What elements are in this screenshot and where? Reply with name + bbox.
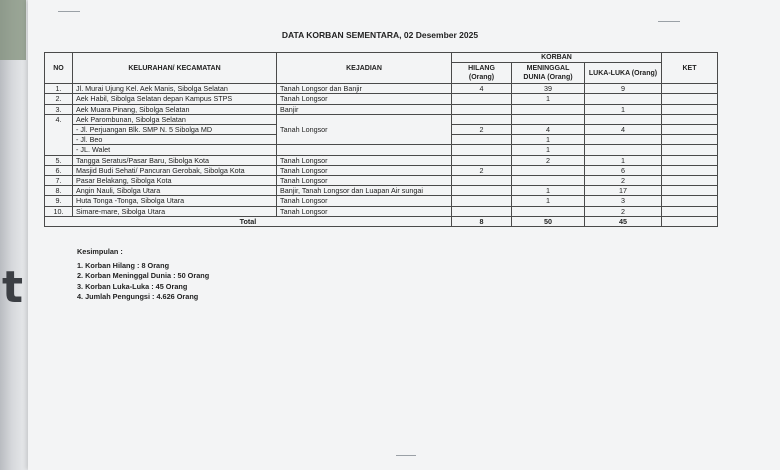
cell-luka: 3: [585, 196, 662, 206]
cell-meninggal: 39: [512, 84, 585, 94]
cell-ket: [662, 165, 718, 175]
table-row: [45, 196, 718, 206]
cell-kejadian: Tanah Longsor: [277, 155, 452, 165]
cell-hilang: 2: [452, 165, 512, 175]
header-korban: KORBAN: [452, 53, 662, 63]
cell-hilang: [452, 206, 512, 216]
cell-meninggal: [512, 176, 585, 186]
total-meninggal: 50: [512, 216, 585, 226]
cell-kelurahan: Angin Nauli, Sibolga Utara: [73, 186, 277, 196]
cell-kelurahan-sub: - Jl. Perjuangan Blk. SMP N. 5 Sibolga MD: [73, 125, 277, 135]
summary-item: 4. Jumlah Pengungsi : 4.626 Orang: [77, 292, 199, 301]
cell-kelurahan: Simare-mare, Sibolga Utara: [73, 206, 277, 216]
cell-kejadian: Tanah Longsor: [277, 176, 452, 186]
cell-ket: [662, 155, 718, 165]
table-row: [45, 84, 718, 94]
cell-kejadian: Banjir, Tanah Longsor dan Luapan Air sungai: [277, 186, 452, 196]
table-total-row: [45, 216, 718, 226]
table-row: [45, 206, 718, 216]
total-hilang: 8: [452, 216, 512, 226]
fold-mark: [396, 455, 416, 456]
cell-ket: [662, 104, 718, 114]
summary-item: 2. Korban Meninggal Dunia : 50 Orang: [77, 271, 210, 280]
cell-hilang: [452, 114, 512, 124]
cell-ket: [662, 145, 718, 155]
table-header-row: [45, 53, 718, 63]
cell-no: 3.: [45, 104, 73, 114]
fold-mark: [658, 21, 680, 22]
table-subrow: [45, 145, 718, 155]
table-row: [45, 94, 718, 104]
cell-meninggal: [512, 165, 585, 175]
cell-kejadian: Tanah Longsor: [277, 206, 452, 216]
cell-ket: [662, 94, 718, 104]
cell-no: 8.: [45, 186, 73, 196]
cell-hilang: 2: [452, 125, 512, 135]
cell-no: 5.: [45, 155, 73, 165]
table-row: [45, 104, 718, 114]
cell-no: 9.: [45, 196, 73, 206]
cell-kejadian: Tanah Longsor dan Banjir: [277, 84, 452, 94]
cell-hilang: [452, 145, 512, 155]
summary-item: 3. Korban Luka-Luka : 45 Orang: [77, 281, 188, 291]
cell-kelurahan: Jl. Murai Ujung Kel. Aek Manis, Sibolga Selatan: [73, 84, 277, 94]
background-letter: t: [2, 262, 24, 313]
cell-hilang: [452, 186, 512, 196]
header-luka: LUKA-LUKA (Orang): [585, 63, 662, 84]
cell-ket: [662, 125, 718, 135]
fold-mark: [58, 11, 80, 12]
header-no: NO: [45, 53, 73, 84]
cell-kelurahan: Tangga Seratus/Pasar Baru, Sibolga Kota: [73, 155, 277, 165]
cell-luka: 1: [585, 155, 662, 165]
cell-kelurahan: Aek Muara Pinang, Sibolga Selatan: [73, 104, 277, 114]
cell-no: 2.: [45, 94, 73, 104]
cell-kelurahan-sub: - Jl. Beo: [73, 135, 277, 145]
cell-ket: [662, 186, 718, 196]
header-hilang: HILANG (Orang): [452, 63, 512, 84]
cell-kejadian: Tanah Longsor: [277, 196, 452, 206]
table-row: [45, 155, 718, 165]
cell-kejadian: Tanah Longsor: [277, 165, 452, 175]
cell-ket: [662, 176, 718, 186]
cell-no: 7.: [45, 176, 73, 186]
cell-hilang: 4: [452, 84, 512, 94]
cell-ket: [662, 206, 718, 216]
summary-block: [77, 247, 209, 303]
cell-meninggal: 2: [512, 155, 585, 165]
table-row: [45, 165, 718, 175]
document-title: DATA KORBAN SEMENTARA, 02 Desember 2025: [281, 30, 479, 40]
cell-ket: [662, 84, 718, 94]
cell-meninggal: 1: [512, 196, 585, 206]
cell-meninggal: [512, 104, 585, 114]
cell-kelurahan-sub: - JL. Walet: [73, 145, 277, 155]
cell-ket: [662, 135, 718, 145]
cell-kelurahan: Pasar Belakang, Sibolga Kota: [73, 176, 277, 186]
cell-hilang: [452, 196, 512, 206]
header-kejadian: KEJADIAN: [277, 53, 452, 84]
header-ket: KET: [662, 53, 718, 84]
header-meninggal: MENINGGAL DUNIA (Orang): [512, 63, 585, 84]
cell-luka: [585, 135, 662, 145]
cell-kelurahan: Huta Tonga -Tonga, Sibolga Utara: [73, 196, 277, 206]
cell-meninggal: 1: [512, 186, 585, 196]
cell-luka: [585, 114, 662, 124]
cell-luka: [585, 145, 662, 155]
cell-hilang: [452, 94, 512, 104]
cell-kejadian: [277, 145, 452, 155]
table-row: [45, 114, 718, 124]
cell-meninggal: [512, 206, 585, 216]
cell-hilang: [452, 104, 512, 114]
cell-ket: [662, 114, 718, 124]
cell-luka: 1: [585, 104, 662, 114]
cell-luka: 6: [585, 165, 662, 175]
cell-hilang: [452, 155, 512, 165]
cell-meninggal: [512, 114, 585, 124]
cell-no: 1.: [45, 84, 73, 94]
cell-hilang: [452, 176, 512, 186]
cell-hilang: [452, 135, 512, 145]
cell-kejadian: Banjir: [277, 104, 452, 114]
cell-luka: 4: [585, 125, 662, 135]
cell-meninggal: 1: [512, 145, 585, 155]
cell-kelurahan: Masjid Budi Sehati/ Pancuran Gerobak, Sibolga Kota: [73, 165, 277, 175]
background-edge: [0, 0, 30, 470]
header-kelurahan: KELURAHAN/ KECAMATAN: [73, 53, 277, 84]
cell-luka: 17: [585, 186, 662, 196]
cell-kelurahan: Aek Parombunan, Sibolga Selatan: [73, 114, 277, 124]
cell-luka: 9: [585, 84, 662, 94]
cell-kejadian: Tanah Longsor: [277, 114, 452, 145]
summary-heading: Kesimpulan :: [77, 247, 123, 256]
total-label: Total: [45, 216, 452, 226]
cell-no: 10.: [45, 206, 73, 216]
cell-kejadian: Tanah Longsor: [277, 94, 452, 104]
summary-item: 1. Korban Hilang : 8 Orang: [77, 260, 170, 270]
table-row: [45, 176, 718, 186]
cell-meninggal: 1: [512, 135, 585, 145]
cell-meninggal: 4: [512, 125, 585, 135]
cell-luka: 2: [585, 176, 662, 186]
cell-ket: [662, 196, 718, 206]
cell-no: 4.: [45, 114, 73, 155]
cell-meninggal: 1: [512, 94, 585, 104]
table-row: [45, 186, 718, 196]
cell-luka: [585, 94, 662, 104]
cell-luka: 2: [585, 206, 662, 216]
cell-no: 6.: [45, 165, 73, 175]
cell-kelurahan: Aek Habil, Sibolga Selatan depan Kampus STPS: [73, 94, 277, 104]
total-luka: 45: [585, 216, 662, 226]
casualty-table: [44, 52, 718, 227]
cell-ket: [662, 216, 718, 226]
